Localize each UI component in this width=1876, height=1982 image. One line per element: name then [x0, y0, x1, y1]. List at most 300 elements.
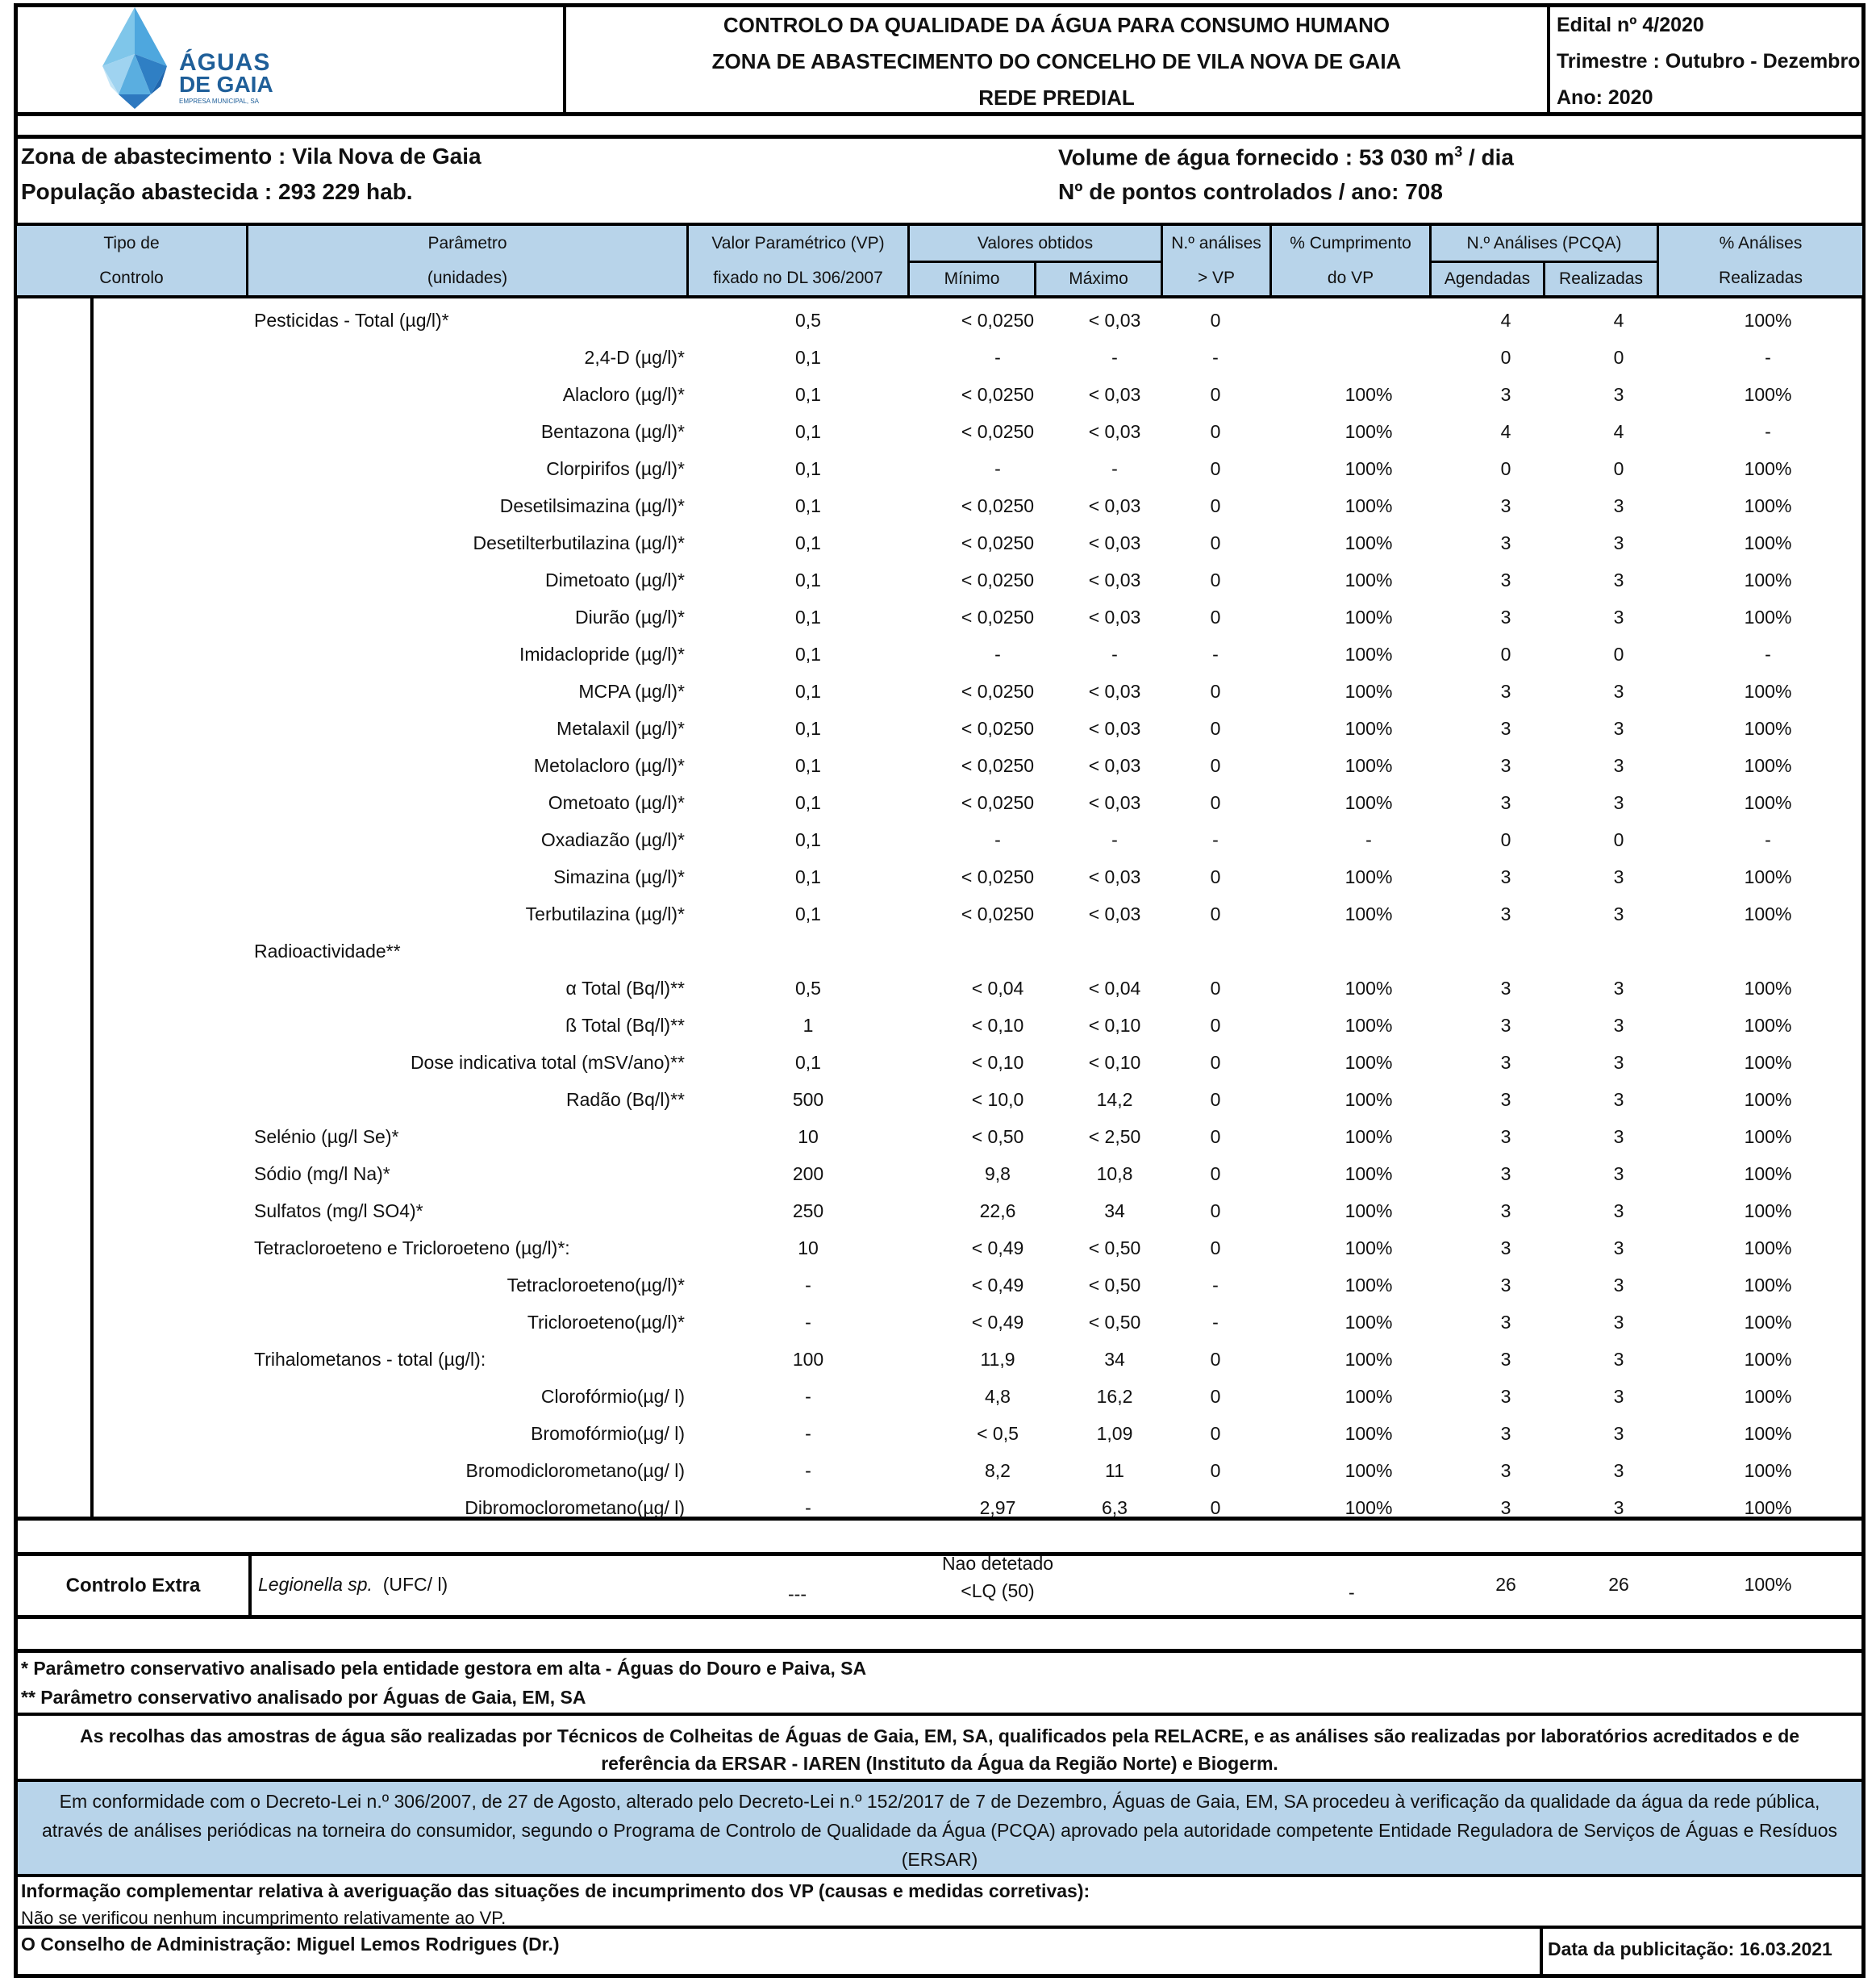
cell-vp: 0,5	[795, 310, 821, 331]
table-row	[18, 970, 1861, 1007]
cell-max	[1054, 933, 1175, 970]
extra-result-2: <LQ (50)	[961, 1580, 1035, 1601]
cell-min: < 0,5	[977, 1423, 1019, 1444]
table-row	[18, 302, 1861, 339]
cell-pct: 100%	[1744, 570, 1792, 590]
cell-re: 3	[1613, 1386, 1624, 1407]
cell-re: 3	[1613, 681, 1624, 702]
cell-cump	[1308, 933, 1429, 970]
cell-max: 6,3	[1102, 1497, 1128, 1518]
table-row	[18, 747, 1861, 784]
cell-min: < 0,0250	[961, 755, 1035, 776]
table-row	[18, 1007, 1861, 1044]
cell-pct: 100%	[1744, 903, 1792, 924]
cell-cump	[1308, 339, 1429, 376]
cell-re: 3	[1613, 792, 1624, 813]
cell-pct: 100%	[1744, 1200, 1792, 1221]
col-tipo-l1: Tipo de	[103, 234, 160, 252]
cell-re: 4	[1613, 421, 1624, 442]
cell-cump: 100%	[1344, 1497, 1393, 1518]
cell-vp: 100	[792, 1349, 824, 1370]
cell-re: 3	[1613, 1349, 1624, 1370]
table-row	[18, 1266, 1861, 1304]
cell-cump: 100%	[1344, 1460, 1393, 1481]
cell-pct: 100%	[1744, 532, 1792, 553]
cell-min: < 10,0	[971, 1089, 1024, 1110]
cell-n: 0	[1210, 903, 1221, 924]
volume-fornecido	[1058, 144, 1514, 170]
param-name: Imidaclopride (µg/l)*	[519, 644, 685, 665]
col-pct-l1: % Análises	[1719, 234, 1803, 252]
cell-min: < 0,0250	[961, 607, 1035, 628]
populacao-abastecida: População abastecida : 293 229 hab.	[21, 179, 413, 204]
cell-ag: 0	[1500, 829, 1511, 850]
cell-cump: 100%	[1344, 421, 1393, 442]
cell-vp: 0,1	[795, 607, 821, 628]
cell-pct: 100%	[1744, 1386, 1792, 1407]
param-name: ß Total (Bq/l)**	[565, 1015, 685, 1036]
cell-pct: 100%	[1744, 718, 1792, 739]
table-row	[18, 784, 1861, 821]
table-row	[18, 1229, 1861, 1266]
cell-max: < 0,50	[1088, 1312, 1141, 1333]
cell-ag: 3	[1500, 1237, 1511, 1258]
cell-min: 8,2	[985, 1460, 1011, 1481]
cell-n: 0	[1210, 718, 1221, 739]
cell-min: < 0,50	[971, 1126, 1024, 1147]
col-maximo: Máximo	[1069, 269, 1128, 288]
cell-cump: 100%	[1344, 644, 1393, 665]
cell-cump: 100%	[1344, 1052, 1393, 1073]
cell-max: -	[1111, 458, 1118, 479]
cell-ag: 4	[1500, 310, 1511, 331]
cell-max: < 0,03	[1088, 903, 1141, 924]
param-name: Tricloroeteno(µg/l)*	[527, 1312, 685, 1333]
cell-pct: 100%	[1744, 866, 1792, 887]
col-nanalises-l2: > VP	[1197, 269, 1236, 287]
table-row	[18, 1192, 1861, 1229]
cell-ag: 3	[1500, 570, 1511, 590]
col-pct-analises	[1659, 226, 1862, 295]
cell-vp: -	[805, 1423, 811, 1444]
table-row	[18, 1081, 1861, 1118]
cell-cump: -	[1365, 829, 1372, 850]
cell-n: -	[1212, 829, 1219, 850]
col-realizadas: Realizadas	[1559, 269, 1643, 288]
extra-realizadas: 26	[1608, 1574, 1629, 1595]
cell-min: < 0,49	[971, 1312, 1024, 1333]
cell-max: < 0,10	[1088, 1052, 1141, 1073]
brand-line-1: ÁGUAS	[179, 49, 271, 76]
cell-min: < 0,0250	[961, 384, 1035, 405]
incumprimento-block	[14, 1877, 1866, 1929]
cell-ag: 3	[1500, 718, 1511, 739]
cell-n	[1163, 933, 1268, 970]
cell-n: 0	[1210, 1015, 1221, 1036]
cell-max: 34	[1104, 1200, 1125, 1221]
extra-cumprimento: -	[1349, 1582, 1355, 1603]
cell-min: < 0,0250	[961, 421, 1035, 442]
cell-cump: 100%	[1344, 1423, 1393, 1444]
cell-re: 3	[1613, 1460, 1624, 1481]
cell-vp: 0,5	[795, 978, 821, 999]
cell-pct: 100%	[1744, 607, 1792, 628]
cell-min: < 0,0250	[961, 310, 1035, 331]
cell-n: 0	[1210, 421, 1221, 442]
cell-min: < 0,0250	[961, 495, 1035, 516]
table-row	[18, 339, 1861, 376]
cell-re: 3	[1613, 1237, 1624, 1258]
param-name: Radioactividade**	[254, 941, 401, 962]
cell-min: -	[994, 829, 1001, 850]
param-name: Bentazona (µg/l)*	[540, 421, 685, 442]
param-name: Tetracloroeteno(µg/l)*	[507, 1275, 685, 1296]
param-name: MCPA (µg/l)*	[578, 681, 685, 702]
col-pct-l2: Realizadas	[1719, 269, 1803, 287]
cell-re: 3	[1613, 903, 1624, 924]
cell-max: -	[1111, 347, 1118, 368]
cell-n: 0	[1210, 458, 1221, 479]
cell-re	[1582, 933, 1655, 970]
param-name: Desetilterbutilazina (µg/l)*	[473, 532, 685, 553]
col-vp-l1: Valor Paramétrico (VP)	[711, 234, 885, 252]
cell-ag: 3	[1500, 532, 1511, 553]
table-row	[18, 933, 1861, 970]
param-name: Metalaxil (µg/l)*	[557, 718, 685, 739]
cell-max: < 0,03	[1088, 310, 1141, 331]
cell-cump: 100%	[1344, 384, 1393, 405]
controlo-extra-row	[14, 1553, 1866, 1619]
col-nanalises	[1163, 226, 1272, 295]
conformidade-text: Em conformidade com o Decreto-Lei n.º 306/2007, de 27 de Agosto, alterado pelo Decreto-Lei n.º 152/2017 de 7 de Dezembro, Águas de Gaia, EM, SA procedeu à verificação da qualidade da água da rede pública, através de análises periódicas na torneira do consumidor, segundo o Programa de Controlo de Qualidade da Água (PCQA) aprovado pela autoridade competente Entidade Reguladora de Serviços de Águas e Resíduos (ERSAR)	[14, 1782, 1866, 1877]
cell-pct: 100%	[1744, 458, 1792, 479]
cell-min: -	[994, 458, 1001, 479]
cell-vp: 0,1	[795, 495, 821, 516]
table-row	[18, 673, 1861, 710]
param-name: Terbutilazina (µg/l)*	[525, 903, 685, 924]
cell-vp: 0,1	[795, 570, 821, 590]
cell-cump: 100%	[1344, 532, 1393, 553]
param-name: Sulfatos (mg/l SO4)*	[254, 1200, 423, 1221]
cell-cump: 100%	[1344, 570, 1393, 590]
cell-ag: 3	[1500, 607, 1511, 628]
cell-vp: -	[805, 1460, 811, 1481]
col-tipo-l2: Controlo	[99, 269, 164, 287]
cell-re: 3	[1613, 1126, 1624, 1147]
cell-cump: 100%	[1344, 495, 1393, 516]
pontos-controlados: Nº de pontos controlados / ano: 708	[1058, 179, 1443, 204]
volume-text: Volume de água fornecido : 53 030 m	[1058, 144, 1455, 170]
edital-number: Edital nº 4/2020	[1557, 14, 1704, 36]
cell-re: 3	[1613, 1015, 1624, 1036]
cell-re: 3	[1613, 1052, 1624, 1073]
note-1: * Parâmetro conservativo analisado pela entidade gestora em alta - Águas do Douro e Paiva, SA	[21, 1658, 867, 1679]
extra-vp: ---	[788, 1584, 807, 1604]
cell-re: 3	[1613, 495, 1624, 516]
cell-min: < 0,0250	[961, 792, 1035, 813]
cell-ag: 3	[1500, 1163, 1511, 1184]
cell-re: 3	[1613, 570, 1624, 590]
supply-info	[14, 139, 1866, 223]
col-valores	[910, 226, 1163, 295]
cell-re: 3	[1613, 1275, 1624, 1296]
cell-re: 3	[1613, 1089, 1624, 1110]
param-name: Dibromoclorometano(µg/ l)	[465, 1497, 685, 1518]
spacer	[14, 1521, 1866, 1556]
cell-min: < 0,04	[971, 978, 1024, 999]
cell-pct: 100%	[1744, 1460, 1792, 1481]
cell-n: 0	[1210, 1497, 1221, 1518]
table-row	[18, 1304, 1861, 1341]
cell-n: -	[1212, 347, 1219, 368]
cell-n: 0	[1210, 681, 1221, 702]
cell-cump: 100%	[1344, 792, 1393, 813]
cell-max: < 2,50	[1088, 1126, 1141, 1147]
cell-n: 0	[1210, 1126, 1221, 1147]
cell-max: 10,8	[1096, 1163, 1133, 1184]
table-row	[18, 895, 1861, 933]
cell-cump: 100%	[1344, 458, 1393, 479]
cell-min: < 0,0250	[961, 532, 1035, 553]
cell-ag: 3	[1500, 755, 1511, 776]
cell-re: 3	[1613, 978, 1624, 999]
cell-vp: -	[805, 1497, 811, 1518]
cell-cump: 100%	[1344, 1349, 1393, 1370]
cell-max: -	[1111, 644, 1118, 665]
cell-pct: -	[1765, 347, 1771, 368]
cell-cump: 100%	[1344, 1275, 1393, 1296]
cell-pct: -	[1765, 421, 1771, 442]
cell-cump: 100%	[1344, 718, 1393, 739]
cell-vp: 0,1	[795, 792, 821, 813]
cell-pct: 100%	[1744, 792, 1792, 813]
trimestre: Trimestre : Outubro - Dezembro	[1557, 50, 1861, 73]
cell-vp: 200	[792, 1163, 824, 1184]
cell-vp: 500	[792, 1089, 824, 1110]
cell-vp: 1	[803, 1015, 814, 1036]
cell-re: 3	[1613, 1497, 1624, 1518]
data-publicitacao: Data da publicitação: 16.03.2021	[1540, 1929, 1832, 1974]
cell-vp: 0,1	[795, 866, 821, 887]
cell-n: 0	[1210, 495, 1221, 516]
footer	[14, 1929, 1866, 1978]
cell-cump: 100%	[1344, 755, 1393, 776]
cell-re: 3	[1613, 755, 1624, 776]
cell-ag: 3	[1500, 1497, 1511, 1518]
cell-max: 16,2	[1096, 1386, 1133, 1407]
cell-max: < 0,50	[1088, 1237, 1141, 1258]
table-row	[18, 487, 1861, 524]
table-header	[14, 223, 1866, 298]
col-agendadas: Agendadas	[1432, 263, 1545, 295]
param-name: Dose indicativa total (mSV/ano)**	[410, 1052, 685, 1073]
cell-max: < 0,03	[1088, 495, 1141, 516]
table-row	[18, 376, 1861, 413]
cell-pct: 100%	[1744, 495, 1792, 516]
controlo-extra-label: Controlo Extra	[18, 1556, 252, 1615]
col-cumprimento	[1272, 226, 1432, 295]
cell-n: 0	[1210, 1200, 1221, 1221]
table-row	[18, 1452, 1861, 1489]
cell-n: 0	[1210, 1237, 1221, 1258]
cell-pct: 100%	[1744, 978, 1792, 999]
cell-n: 0	[1210, 1349, 1221, 1370]
table-row	[18, 1044, 1861, 1081]
cell-min: < 0,10	[971, 1015, 1024, 1036]
cell-re: 3	[1613, 1312, 1624, 1333]
col-param-l1: Parâmetro	[427, 234, 507, 252]
cell-max: -	[1111, 829, 1118, 850]
extra-agendadas: 26	[1495, 1574, 1516, 1595]
cell-n: 0	[1210, 532, 1221, 553]
cell-min: 9,8	[985, 1163, 1011, 1184]
cell-max: < 0,03	[1088, 607, 1141, 628]
cell-re: 3	[1613, 866, 1624, 887]
cell-min: 22,6	[979, 1200, 1016, 1221]
cell-cump: 100%	[1344, 1089, 1393, 1110]
cell-re: 4	[1613, 310, 1624, 331]
cell-min: 11,9	[980, 1349, 1015, 1370]
cell-ag: 3	[1500, 1089, 1511, 1110]
cell-pct: 100%	[1744, 681, 1792, 702]
cell-vp: -	[805, 1386, 811, 1407]
header-title-2: ZONA DE ABASTECIMENTO DO CONCELHO DE VILA NOVA DE GAIA	[711, 49, 1402, 73]
cell-vp: 250	[792, 1200, 824, 1221]
table-row	[18, 450, 1861, 487]
cell-cump: 100%	[1344, 1312, 1393, 1333]
param-name: Clorpirifos (µg/l)*	[546, 458, 685, 479]
header-title-3: REDE PREDIAL	[978, 86, 1135, 110]
spacer	[14, 116, 1866, 139]
spacer	[14, 1619, 1866, 1653]
document-header	[14, 3, 1866, 116]
table-row	[18, 599, 1861, 636]
cell-max: < 0,10	[1088, 1015, 1141, 1036]
brand-line-2: DE GAIA	[179, 72, 273, 97]
cell-vp: 0,1	[795, 681, 821, 702]
cell-vp: 0,1	[795, 718, 821, 739]
cell-min: < 0,0250	[961, 718, 1035, 739]
col-param-l2: (unidades)	[427, 269, 508, 287]
col-vp	[689, 226, 910, 295]
cell-min: < 0,0250	[961, 866, 1035, 887]
cell-vp: 0,1	[795, 384, 821, 405]
cell-max: < 0,03	[1088, 532, 1141, 553]
cell-re: 3	[1613, 384, 1624, 405]
cell-cump: 100%	[1344, 978, 1393, 999]
table-row	[18, 1155, 1861, 1192]
extra-pct: 100%	[1744, 1574, 1792, 1595]
cell-cump: 100%	[1344, 681, 1393, 702]
param-name: α Total (Bq/l)**	[565, 978, 685, 999]
cell-ag: 3	[1500, 681, 1511, 702]
cell-ag: 3	[1500, 1275, 1511, 1296]
param-name: Diurão (µg/l)*	[575, 607, 685, 628]
cell-ag: 3	[1500, 495, 1511, 516]
cell-pct: 100%	[1744, 1089, 1792, 1110]
param-name: Clorofórmio(µg/ l)	[540, 1386, 685, 1407]
cell-re: 0	[1613, 829, 1624, 850]
cell-n: 0	[1210, 1386, 1221, 1407]
cell-ag: 3	[1500, 1052, 1511, 1073]
param-name: Metolacloro (µg/l)*	[533, 755, 685, 776]
cell-n: 0	[1210, 384, 1221, 405]
header-title-1: CONTROLO DA QUALIDADE DA ÁGUA PARA CONSUMO HUMANO	[723, 13, 1390, 37]
cell-ag: 3	[1500, 1015, 1511, 1036]
cell-re: 0	[1613, 458, 1624, 479]
cell-vp: -	[805, 1312, 811, 1333]
cell-max: < 0,50	[1088, 1275, 1141, 1296]
volume-tail: / dia	[1462, 144, 1514, 170]
param-name: 2,4-D (µg/l)*	[584, 347, 685, 368]
table-row	[18, 1118, 1861, 1155]
cell-re: 3	[1613, 718, 1624, 739]
param-name: Dimetoato (µg/l)*	[544, 570, 685, 590]
cell-ag: 3	[1500, 1386, 1511, 1407]
cell-pct: 100%	[1744, 1275, 1792, 1296]
cell-ag: 0	[1500, 347, 1511, 368]
cell-cump: 100%	[1344, 866, 1393, 887]
cell-ag	[1470, 933, 1542, 970]
zona-abastecimento: Zona de abastecimento : Vila Nova de Gaia	[21, 144, 482, 169]
cell-pct: -	[1765, 829, 1771, 850]
cell-vp: 0,1	[795, 755, 821, 776]
cell-ag: 3	[1500, 1200, 1511, 1221]
cell-min: < 0,49	[971, 1275, 1024, 1296]
table-body	[14, 298, 1866, 1521]
table-row	[18, 636, 1861, 673]
param-name: Oxadiazão (µg/l)*	[540, 829, 685, 850]
volume-superscript: 3	[1454, 144, 1463, 160]
cell-pct: 100%	[1744, 1237, 1792, 1258]
cell-vp: 0,1	[795, 421, 821, 442]
col-pcqa-l1: N.º Análises (PCQA)	[1466, 234, 1622, 252]
cell-min: 4,8	[985, 1386, 1011, 1407]
col-valores-l1: Valores obtidos	[977, 234, 1094, 252]
cell-vp: 0,1	[795, 532, 821, 553]
cell-pct: -	[1765, 644, 1771, 665]
cell-ag: 3	[1500, 1126, 1511, 1147]
table-row	[18, 858, 1861, 895]
cell-re: 0	[1613, 644, 1624, 665]
cell-cump: 100%	[1344, 1200, 1393, 1221]
cell-n: 0	[1210, 755, 1221, 776]
cell-n: 0	[1210, 978, 1221, 999]
cell-ag: 3	[1500, 1312, 1511, 1333]
cell-max: 34	[1104, 1349, 1125, 1370]
cell-n: 0	[1210, 1423, 1221, 1444]
param-name: Trihalometanos - total (µg/l):	[254, 1349, 486, 1370]
param-name: Desetilsimazina (µg/l)*	[499, 495, 685, 516]
brand-line-3: EMPRESA MUNICIPAL, SA	[179, 98, 259, 105]
extra-param-name: Legionella sp.	[258, 1574, 373, 1595]
table-row	[18, 413, 1861, 450]
table-row	[18, 561, 1861, 599]
cell-pct: 100%	[1744, 310, 1792, 331]
cell-vp: 0,1	[795, 458, 821, 479]
cell-pct: 100%	[1744, 1052, 1792, 1073]
cell-vp: 0,1	[795, 1052, 821, 1073]
extra-param-unit: (UFC/ l)	[382, 1574, 448, 1595]
cell-vp: 10	[798, 1126, 819, 1147]
cell-n: 0	[1210, 792, 1221, 813]
table-row	[18, 821, 1861, 858]
cell-min: < 0,10	[971, 1052, 1024, 1073]
cell-n: 0	[1210, 570, 1221, 590]
col-tipo	[17, 226, 248, 295]
table-row	[18, 1415, 1861, 1452]
col-minimo: Mínimo	[910, 263, 1036, 295]
